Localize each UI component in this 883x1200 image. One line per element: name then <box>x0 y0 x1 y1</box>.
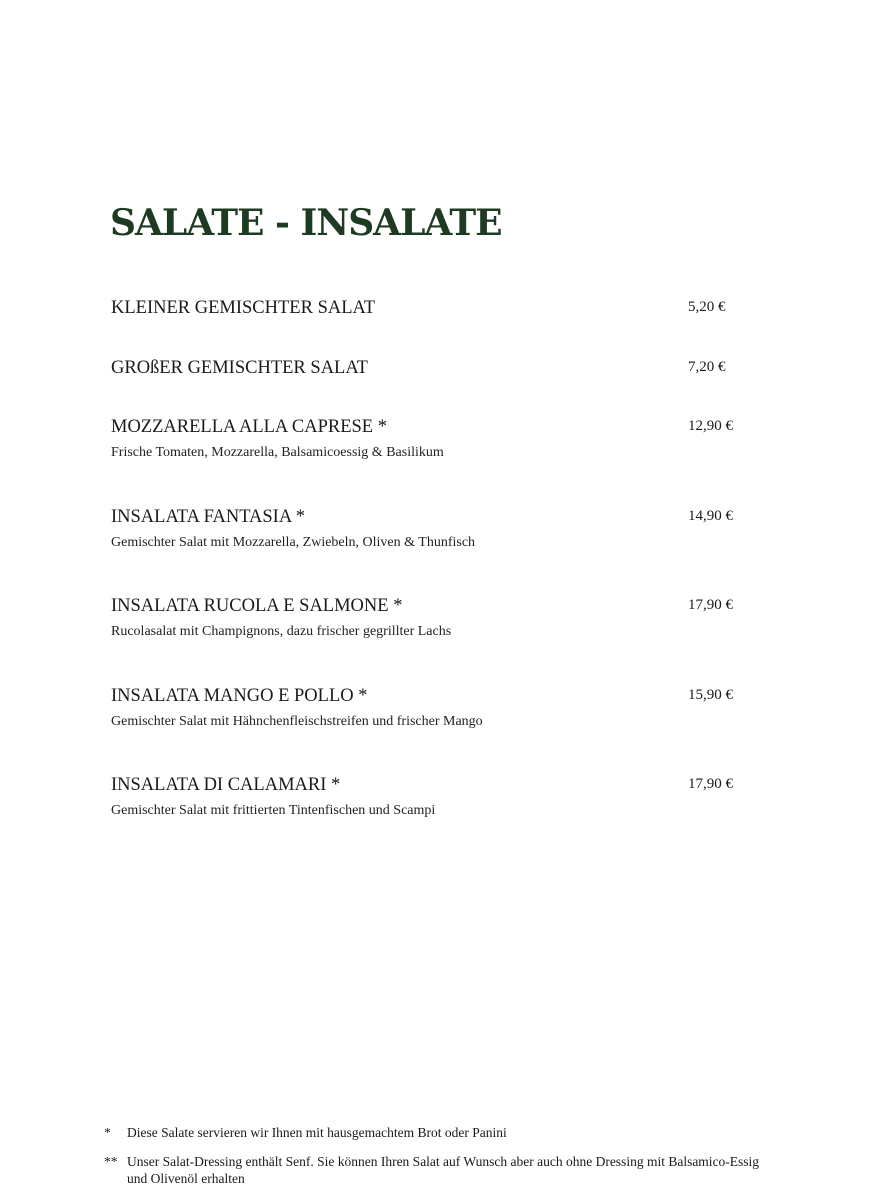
menu-item-name: INSALATA RUCOLA E SALMONE * <box>111 596 403 616</box>
menu-item-price: 7,20 € <box>688 359 726 375</box>
menu-item-description: Gemischter Salat mit frittierten Tintenfischen und Scampi <box>111 803 436 818</box>
menu-item-price: 17,90 € <box>688 776 733 792</box>
menu-item-name: KLEINER GEMISCHTER SALAT <box>111 298 376 318</box>
menu-item-name: INSALATA MANGO E POLLO * <box>111 686 368 706</box>
footnote-marker: * <box>104 1125 111 1140</box>
menu-item-price: 5,20 € <box>688 299 726 315</box>
menu-item-price: 14,90 € <box>688 508 733 524</box>
footnote-marker: ** <box>104 1154 118 1169</box>
menu-item-description: Frische Tomaten, Mozzarella, Balsamicoessig & Basilikum <box>111 445 444 460</box>
footnote-text: Diese Salate servieren wir Ihnen mit hausgemachtem Brot oder Panini <box>127 1125 507 1140</box>
menu-item-price: 17,90 € <box>688 597 733 613</box>
menu-section-title: SALATE - INSALATE <box>110 202 502 244</box>
menu-item-name: INSALATA DI CALAMARI * <box>111 775 341 795</box>
menu-item-description: Rucolasalat mit Champignons, dazu frischer gegrillter Lachs <box>111 624 452 639</box>
menu-item-name: MOZZARELLA ALLA CAPRESE * <box>111 417 387 437</box>
menu-item-description: Gemischter Salat mit Hähnchenfleischstreifen und frischer Mango <box>111 714 483 729</box>
menu-item-name: GROßER GEMISCHTER SALAT <box>111 358 368 378</box>
menu-item-description: Gemischter Salat mit Mozzarella, Zwiebeln, Oliven & Thunfisch <box>111 535 476 550</box>
menu-item-name: INSALATA FANTASIA * <box>111 507 306 527</box>
menu-item-price: 15,90 € <box>688 687 733 703</box>
footnote-text: Unser Salat-Dressing enthält Senf. Sie können Ihren Salat auf Wunsch aber auch ohne Dressing mit Balsamico-Essig und Olivenöl erhalten <box>127 1154 760 1186</box>
menu-item-price: 12,90 € <box>688 418 733 434</box>
